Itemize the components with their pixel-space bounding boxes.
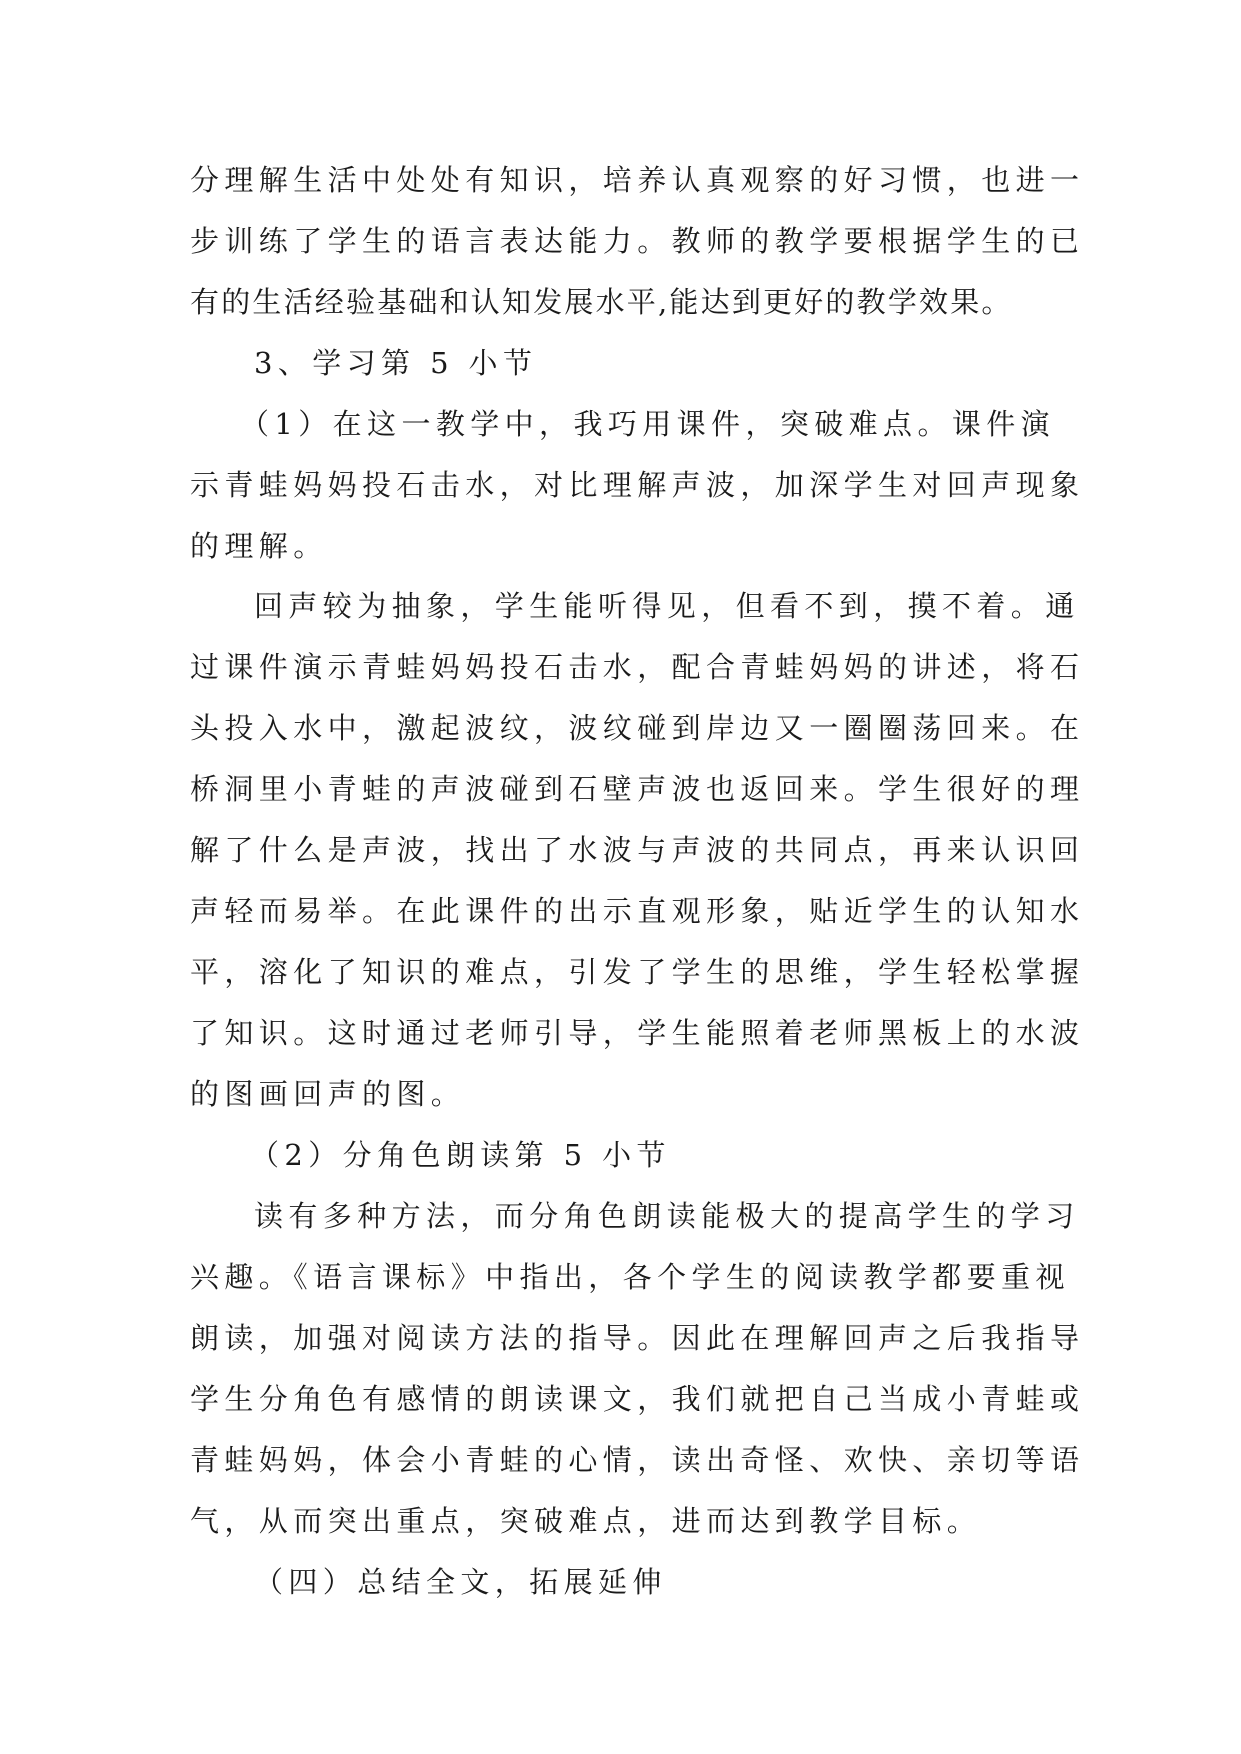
section-heading-3: 3、学习第 5 小节 [254, 346, 538, 380]
paragraph-2-line-3: 头投入水中，激起波纹，波纹碰到岸边又一圈圈荡回来。在 [190, 711, 1085, 745]
paragraph-3-line-2: 兴趣。《语言课标》中指出，各个学生的阅读教学都要重视 [190, 1260, 1070, 1294]
text-line-1: 分理解生活中处处有知识，培养认真观察的好习惯，也进一 [190, 163, 1085, 197]
paragraph-2-line-4: 桥洞里小青蛙的声波碰到石壁声波也返回来。学生很好的理 [190, 772, 1085, 806]
paragraph-2-line-6: 声轻而易举。在此课件的出示直观形象，贴近学生的认知水 [190, 894, 1085, 928]
paragraph-2-line-1: 回声较为抽象，学生能听得见，但看不到，摸不着。通 [254, 589, 1080, 623]
paragraph-2-line-9: 的图画回声的图。 [190, 1077, 466, 1111]
text-line-2: 步训练了学生的语言表达能力。教师的教学要根据学生的已 [190, 224, 1085, 258]
paragraph-3-line-1: 读有多种方法，而分角色朗读能极大的提高学生的学习 [254, 1199, 1080, 1233]
paragraph-3-line-3: 朗读，加强对阅读方法的指导。因此在理解回声之后我指导 [190, 1321, 1085, 1355]
paragraph-2-line-2: 过课件演示青蛙妈妈投石击水，配合青蛙妈妈的讲述，将石 [190, 650, 1085, 684]
paragraph-2-line-7: 平，溶化了知识的难点，引发了学生的思维，学生轻松掌握 [190, 955, 1085, 989]
paragraph-2-line-5: 解了什么是声波，找出了水波与声波的共同点，再来认识回 [190, 833, 1085, 867]
paragraph-1-line-1: （1）在这一教学中，我巧用课件，突破难点。课件演 [240, 407, 1056, 441]
paragraph-3-line-5: 青蛙妈妈，体会小青蛙的心情，读出奇怪、欢快、亲切等语 [190, 1443, 1085, 1477]
paragraph-1-line-2: 示青蛙妈妈投石击水，对比理解声波，加深学生对回声现象 [190, 468, 1085, 502]
paragraph-3-line-4: 学生分角色有感情的朗读课文，我们就把自己当成小青蛙或 [190, 1382, 1085, 1416]
paragraph-3-line-6: 气，从而突出重点，突破难点，进而达到教学目标。 [190, 1504, 982, 1538]
paragraph-2-line-8: 了知识。这时通过老师引导，学生能照着老师黑板上的水波 [190, 1016, 1085, 1050]
section-heading-4: （四）总结全文，拓展延伸 [254, 1565, 667, 1599]
subheading-2: （2）分角色朗读第 5 小节 [250, 1138, 671, 1172]
text-line-3: 有的生活经验基础和认知发展水平,能达到更好的教学效果。 [190, 285, 1013, 319]
paragraph-1-line-3: 的理解。 [190, 529, 328, 563]
